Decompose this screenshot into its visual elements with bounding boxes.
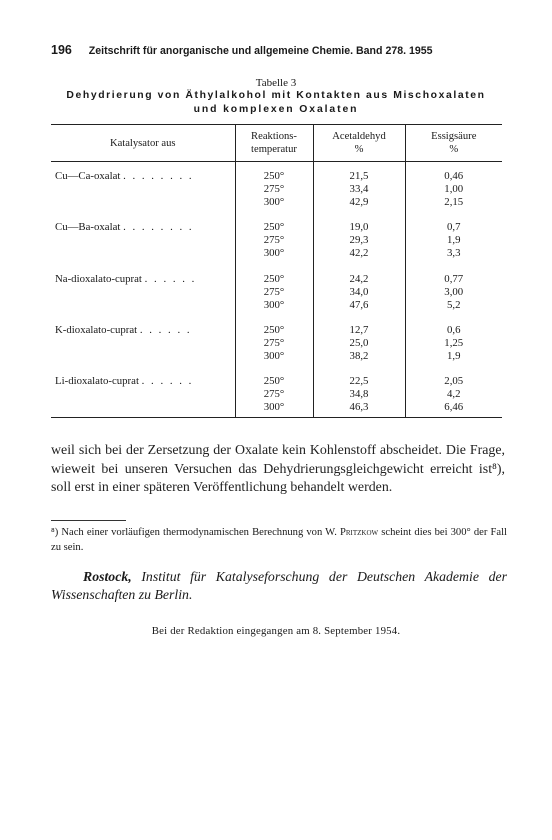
cell-catalyst bbox=[51, 299, 235, 312]
acetic-acid-value: 0,77 bbox=[444, 272, 464, 285]
cell-temperature bbox=[235, 234, 313, 247]
cell-acetaldehyde bbox=[313, 261, 405, 286]
catalyst-name: Cu—Ba-oxalat bbox=[55, 221, 121, 234]
acetaldehyde-value: 25,0 bbox=[349, 336, 369, 349]
cell-acetic-acid bbox=[405, 183, 502, 196]
affiliation-institute: Institut für Katalyseforschung der Deutschen Akademie der Wissenschaften zu Berlin. bbox=[51, 569, 507, 602]
catalyst-name: K-dioxalato-cuprat bbox=[55, 323, 138, 336]
cell-catalyst bbox=[51, 162, 235, 184]
footnote-marker: ⁸) bbox=[51, 527, 59, 538]
cell-acetic-acid bbox=[405, 299, 502, 312]
table-label: Tabelle 3 bbox=[255, 77, 297, 89]
table-row bbox=[51, 261, 502, 286]
acetic-acid-value: 1,25 bbox=[444, 336, 464, 349]
header-acetaldehyde-unit: % bbox=[354, 144, 364, 155]
cell-acetic-acid bbox=[405, 196, 502, 209]
cell-acetaldehyde bbox=[313, 312, 405, 337]
temperature-value: 250° bbox=[263, 323, 285, 336]
acetic-acid-value: 0,6 bbox=[447, 323, 461, 336]
header-temperature-line1: Reaktions- bbox=[251, 131, 297, 142]
table-row bbox=[51, 183, 502, 196]
page-number: 196 bbox=[51, 43, 72, 57]
cell-catalyst bbox=[51, 363, 235, 388]
acetic-acid-value: 3,3 bbox=[447, 247, 461, 260]
table-row bbox=[51, 299, 502, 312]
acetic-acid-value: 1,00 bbox=[444, 183, 464, 196]
cell-temperature bbox=[235, 337, 313, 350]
acetic-acid-value: 0,7 bbox=[447, 221, 461, 234]
temperature-value: 300° bbox=[263, 196, 285, 209]
table-row bbox=[51, 162, 502, 184]
catalyst-name: Li-dioxalato-cuprat bbox=[55, 375, 139, 388]
acetaldehyde-value: 21,5 bbox=[349, 170, 369, 182]
acetaldehyde-value: 42,2 bbox=[349, 247, 369, 260]
cell-temperature bbox=[235, 388, 313, 401]
acetaldehyde-value: 29,3 bbox=[349, 234, 369, 247]
body-paragraph: weil sich bei der Zersetzung der Oxalate kein Kohlenstoff abscheidet. Die Frage, wieweit bei unseren Versuchen das Dehydrierungsgleichgewicht erreicht ist⁸), soll erst in einer späteren Veröffentlichung behandelt werden. bbox=[51, 443, 505, 496]
header-acetic-unit: % bbox=[449, 144, 459, 155]
temperature-value: 275° bbox=[263, 183, 285, 196]
acetaldehyde-value: 22,5 bbox=[349, 375, 369, 388]
temperature-value: 250° bbox=[263, 272, 285, 285]
acetic-acid-value: 3,00 bbox=[444, 285, 464, 298]
catalyst-name: Na-dioxalato-cuprat bbox=[55, 272, 142, 285]
cell-temperature bbox=[235, 247, 313, 260]
table-row bbox=[51, 312, 502, 337]
cell-acetic-acid bbox=[405, 312, 502, 337]
cell-temperature bbox=[235, 401, 313, 418]
cell-catalyst bbox=[51, 234, 235, 247]
cell-catalyst bbox=[51, 337, 235, 350]
acetaldehyde-value: 34,8 bbox=[349, 388, 369, 401]
cell-acetic-acid bbox=[405, 286, 502, 299]
table-row bbox=[51, 350, 502, 363]
temperature-value: 300° bbox=[263, 350, 285, 363]
footnote-text-before: Nach einer vorläufigen thermodynamischen Berechnung von W. bbox=[58, 527, 340, 538]
temperature-value: 300° bbox=[263, 247, 285, 260]
cell-catalyst bbox=[51, 286, 235, 299]
table-row bbox=[51, 337, 502, 350]
table-row bbox=[51, 286, 502, 299]
acetaldehyde-value: 19,0 bbox=[349, 221, 369, 234]
temperature-value: 275° bbox=[263, 388, 285, 401]
header-acetaldehyde bbox=[313, 125, 405, 162]
cell-acetaldehyde bbox=[313, 350, 405, 363]
leader-dots: . . . . . . bbox=[139, 323, 192, 336]
cell-acetic-acid bbox=[405, 247, 502, 260]
cell-catalyst bbox=[51, 388, 235, 401]
leader-dots: . . . . . . . . bbox=[123, 221, 194, 234]
cell-temperature bbox=[235, 196, 313, 209]
cell-acetaldehyde bbox=[313, 388, 405, 401]
acetaldehyde-value: 34,0 bbox=[349, 285, 369, 298]
affiliation-city: Rostock, bbox=[83, 569, 132, 584]
acetaldehyde-value: 12,7 bbox=[349, 323, 369, 336]
temperature-value: 300° bbox=[263, 298, 285, 311]
cell-acetic-acid bbox=[405, 401, 502, 418]
cell-temperature bbox=[235, 363, 313, 388]
cell-temperature bbox=[235, 209, 313, 234]
table-caption-line2: und komplexen Oxalaten bbox=[193, 104, 359, 115]
cell-temperature bbox=[235, 261, 313, 286]
temperature-value: 275° bbox=[263, 285, 285, 298]
table-row bbox=[51, 234, 502, 247]
acetic-acid-value: 4,2 bbox=[447, 388, 461, 401]
cell-acetaldehyde bbox=[313, 196, 405, 209]
table-row bbox=[51, 196, 502, 209]
acetic-acid-value: 2,05 bbox=[444, 375, 464, 388]
table-row bbox=[51, 401, 502, 418]
footnote-rule bbox=[51, 520, 126, 521]
cell-acetic-acid bbox=[405, 209, 502, 234]
acetic-acid-value: 1,9 bbox=[447, 234, 461, 247]
footnote bbox=[51, 525, 507, 555]
header-acetic-acid bbox=[405, 125, 502, 162]
table-caption-line1: Dehydrierung von Äthylalkohol mit Kontakten aus Mischoxalaten bbox=[66, 90, 486, 101]
acetic-acid-value: 1,9 bbox=[447, 350, 461, 363]
header-temperature-line2: temperatur bbox=[251, 144, 297, 155]
cell-acetic-acid bbox=[405, 337, 502, 350]
affiliation bbox=[51, 568, 507, 604]
cell-catalyst bbox=[51, 196, 235, 209]
cell-acetic-acid bbox=[405, 350, 502, 363]
temperature-value: 250° bbox=[263, 170, 285, 182]
cell-catalyst bbox=[51, 312, 235, 337]
cell-temperature bbox=[235, 299, 313, 312]
cell-acetaldehyde bbox=[313, 299, 405, 312]
footnote-text-after: scheint dies bei 300° der Fall zu sein. bbox=[51, 527, 507, 553]
temperature-value: 250° bbox=[263, 375, 285, 388]
temperature-value: 250° bbox=[263, 221, 285, 234]
cell-temperature bbox=[235, 183, 313, 196]
acetic-acid-value: 5,2 bbox=[447, 298, 461, 311]
cell-catalyst bbox=[51, 261, 235, 286]
temperature-value: 275° bbox=[263, 234, 285, 247]
acetic-acid-value: 2,15 bbox=[444, 196, 464, 209]
cell-catalyst bbox=[51, 401, 235, 418]
leader-dots: . . . . . . bbox=[144, 272, 197, 285]
cell-acetaldehyde bbox=[313, 401, 405, 418]
cell-acetaldehyde bbox=[313, 337, 405, 350]
cell-acetaldehyde bbox=[313, 234, 405, 247]
header-acetaldehyde-line1: Acetaldehyd bbox=[332, 131, 386, 142]
cell-acetaldehyde bbox=[313, 363, 405, 388]
leader-dots: . . . . . . bbox=[141, 375, 194, 388]
cell-acetic-acid bbox=[405, 261, 502, 286]
cell-catalyst bbox=[51, 209, 235, 234]
cell-acetaldehyde bbox=[313, 162, 405, 184]
results-table bbox=[51, 124, 502, 418]
catalyst-name: Cu—Ca-oxalat bbox=[55, 170, 121, 182]
running-header bbox=[51, 43, 507, 57]
cell-catalyst bbox=[51, 247, 235, 260]
table-row bbox=[51, 363, 502, 388]
header-acetic-line1: Essigsäure bbox=[431, 131, 477, 142]
cell-catalyst bbox=[51, 350, 235, 363]
received-date: Bei der Redaktion eingegangen am 8. September 1954. bbox=[151, 625, 401, 637]
acetic-acid-value: 6,46 bbox=[444, 401, 464, 414]
leader-dots: . . . . . . . . bbox=[123, 170, 194, 182]
table-row bbox=[51, 209, 502, 234]
cell-temperature bbox=[235, 350, 313, 363]
table-body bbox=[51, 162, 502, 418]
cell-acetic-acid bbox=[405, 162, 502, 184]
table-row bbox=[51, 388, 502, 401]
cell-acetaldehyde bbox=[313, 286, 405, 299]
cell-acetic-acid bbox=[405, 234, 502, 247]
cell-acetaldehyde bbox=[313, 209, 405, 234]
cell-acetic-acid bbox=[405, 363, 502, 388]
acetaldehyde-value: 24,2 bbox=[349, 272, 369, 285]
footnote-author: Pritzkow bbox=[339, 527, 379, 538]
acetaldehyde-value: 38,2 bbox=[349, 350, 369, 363]
acetic-acid-value: 0,46 bbox=[444, 170, 464, 182]
cell-acetaldehyde bbox=[313, 247, 405, 260]
temperature-value: 275° bbox=[263, 336, 285, 349]
header-temperature bbox=[235, 125, 313, 162]
cell-temperature bbox=[235, 286, 313, 299]
cell-temperature bbox=[235, 312, 313, 337]
header-catalyst: Katalysator aus bbox=[51, 125, 235, 162]
acetaldehyde-value: 46,3 bbox=[349, 401, 369, 414]
journal-title: Zeitschrift für anorganische und allgemeine Chemie. Band 278. 1955 bbox=[88, 45, 433, 57]
cell-acetaldehyde bbox=[313, 183, 405, 196]
cell-temperature bbox=[235, 162, 313, 184]
temperature-value: 300° bbox=[263, 401, 285, 414]
acetaldehyde-value: 47,6 bbox=[349, 298, 369, 311]
table-row bbox=[51, 247, 502, 260]
acetaldehyde-value: 33,4 bbox=[349, 183, 369, 196]
cell-catalyst bbox=[51, 183, 235, 196]
acetaldehyde-value: 42,9 bbox=[349, 196, 369, 209]
cell-acetic-acid bbox=[405, 388, 502, 401]
table-header-row bbox=[51, 125, 502, 162]
